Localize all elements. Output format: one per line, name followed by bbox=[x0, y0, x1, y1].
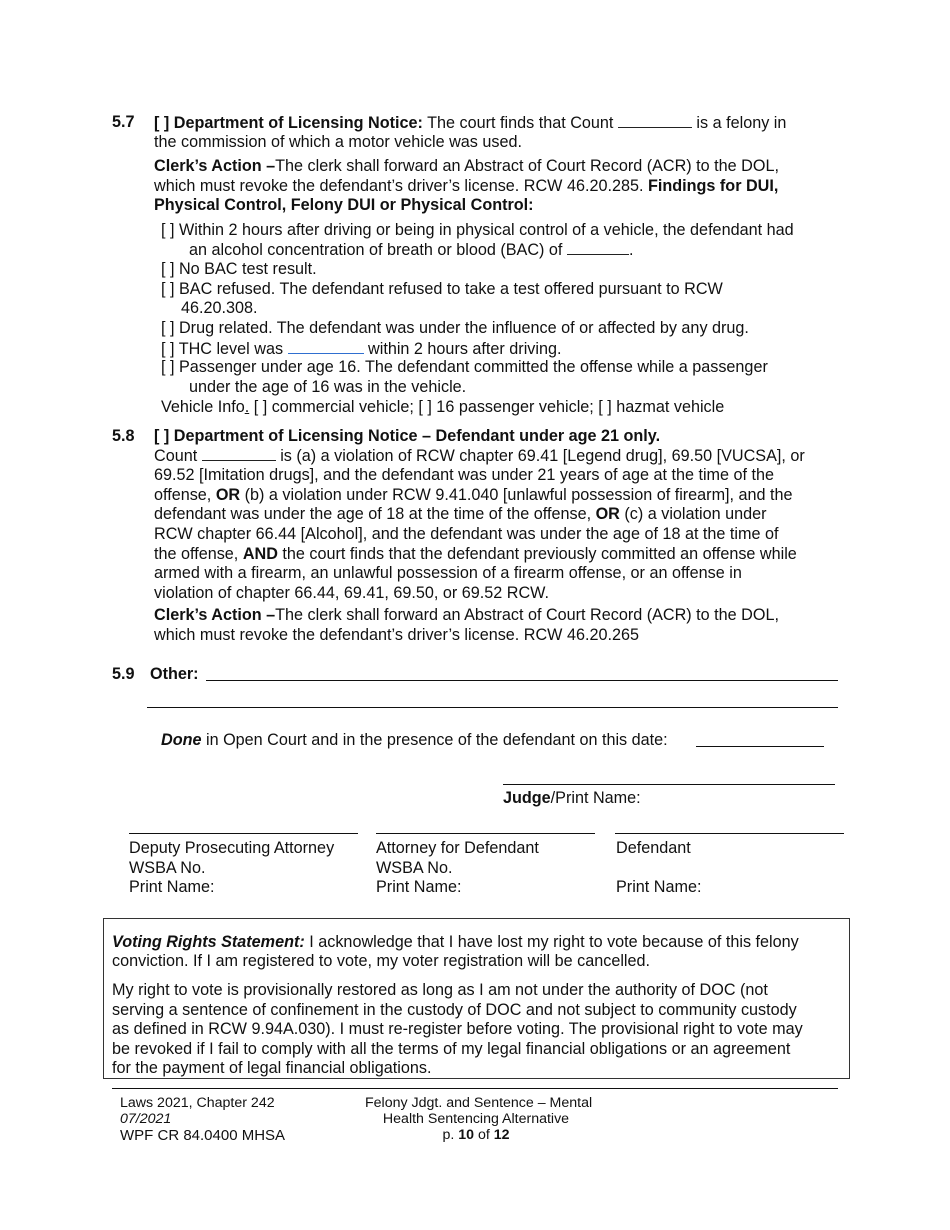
other-input-line[interactable] bbox=[206, 680, 838, 681]
vehicle-info: Vehicle Info. [ ] commercial vehicle; [ ] 16 passenger vehicle; [ ] hazmat vehicle bbox=[161, 398, 725, 416]
option-bac-refused-cont: 46.20.308. bbox=[181, 299, 258, 317]
footer-rule bbox=[112, 1088, 838, 1089]
voting-rights-heading: Voting Rights Statement: bbox=[112, 933, 305, 951]
section-number: 5.8 bbox=[112, 427, 135, 445]
voting-rights-line: Voting Rights Statement: I acknowledge that I have lost my right to vote because of this felony bbox=[112, 933, 799, 951]
prosecutor-signature-line[interactable] bbox=[129, 833, 358, 834]
clerk-action-line: Clerk’s Action –The clerk shall forward an Abstract of Court Record (ACR) to the DOL, bbox=[154, 157, 779, 175]
text-line: the offense, AND the court finds that the defendant previously committed an offense while bbox=[154, 545, 797, 563]
option-bac-refused[interactable]: [ ] BAC refused. The defendant refused to take a test offered pursuant to RCW bbox=[161, 280, 723, 298]
text-line: armed with a firearm, an unlawful possession of a firearm offense, or an offense in bbox=[154, 564, 742, 582]
defense-attorney-signature-line[interactable] bbox=[376, 833, 595, 834]
option-passenger-cont: under the age of 16 was in the vehicle. bbox=[189, 378, 467, 396]
voting-rights-line: serving a sentence of confinement in the custody of DOC and not subject to community custody bbox=[112, 1001, 797, 1019]
defense-attorney-title: Attorney for Defendant bbox=[376, 839, 539, 857]
footer-title-1: Felony Jdgt. and Sentence – Mental bbox=[365, 1095, 593, 1111]
date-line[interactable] bbox=[696, 746, 824, 747]
defendant-title: Defendant bbox=[616, 839, 691, 857]
voting-rights-line: as defined in RCW 9.94A.030). I must re-register before voting. The provisional right to vote may bbox=[112, 1020, 803, 1038]
checkbox[interactable]: [ ] bbox=[154, 427, 170, 445]
defense-attorney-wsba: WSBA No. bbox=[376, 859, 453, 877]
text-line: 69.52 [Imitation drugs], and the defendant was under 21 years of age at the time of the bbox=[154, 466, 775, 484]
footer-date: 07/2021 bbox=[120, 1111, 172, 1127]
prosecutor-wsba: WSBA No. bbox=[129, 859, 206, 877]
voting-rights-line: be revoked if I fail to comply with all the terms of my legal financial obligations or an agreement bbox=[112, 1040, 791, 1058]
clerk-action-line: Clerk’s Action –The clerk shall forward an Abstract of Court Record (ACR) to the DOL, bbox=[154, 606, 779, 624]
footer-law: Laws 2021, Chapter 242 bbox=[120, 1095, 275, 1111]
section-heading-line bbox=[154, 427, 660, 447]
count-blank[interactable] bbox=[202, 446, 276, 461]
option-thc[interactable]: [ ] THC level was within 2 hours after driving. bbox=[161, 340, 562, 358]
defendant-signature-line[interactable] bbox=[615, 833, 844, 834]
section-heading-line: [ ] Department of Licensing Notice: The court finds that Count is a felony in bbox=[154, 114, 787, 132]
judge-signature-line[interactable] bbox=[503, 784, 835, 785]
text-line: offense, OR (b) a violation under RCW 9.41.040 [unlawful possession of firearm], and the bbox=[154, 486, 793, 504]
text-line: violation of chapter 66.44, 69.41, 69.50, or 69.52 RCW. bbox=[154, 584, 550, 602]
option-drug[interactable]: [ ] Drug related. The defendant was under the influence of or affected by any drug. bbox=[161, 319, 749, 337]
text-line: defendant was under the age of 18 at the time of the offense, OR (c) a violation under bbox=[154, 505, 767, 523]
clerk-action-label: Clerk’s Action – bbox=[154, 606, 276, 624]
section-number: 5.9 bbox=[112, 665, 135, 683]
other-input-line-2[interactable] bbox=[147, 707, 838, 708]
heading: Department of Licensing Notice: bbox=[173, 114, 423, 132]
heading: Department of Licensing Notice – Defendant under age 21 only. bbox=[173, 427, 661, 445]
footer-form-number: WPF CR 84.0400 MHSA bbox=[120, 1127, 286, 1144]
defendant-print-name: Print Name: bbox=[616, 878, 702, 896]
page-number: p. 10 of 12 bbox=[442, 1127, 510, 1143]
option-passenger[interactable]: [ ] Passenger under age 16. The defendant committed the offense while a passenger bbox=[161, 358, 768, 376]
text-line: which must revoke the defendant’s driver’s license. RCW 46.20.285. Findings for DUI, bbox=[154, 177, 779, 195]
option-bac-cont: an alcohol concentration of breath or blood (BAC) of . bbox=[189, 241, 634, 259]
bac-blank[interactable] bbox=[567, 240, 629, 255]
option-no-bac[interactable]: [ ] No BAC test result. bbox=[161, 260, 317, 278]
judge-label: Judge/Print Name: bbox=[503, 789, 641, 807]
clerk-action-label: Clerk’s Action – bbox=[154, 157, 276, 175]
voting-rights-line: for the payment of legal financial obligations. bbox=[112, 1059, 432, 1077]
done-line: Done in Open Court and in the presence of the defendant on this date: bbox=[161, 731, 668, 749]
text-line: RCW chapter 66.44 [Alcohol], and the defendant was under the age of 18 at the time of bbox=[154, 525, 779, 543]
footer-title-2: Health Sentencing Alternative bbox=[382, 1111, 570, 1127]
section-number: 5.7 bbox=[112, 113, 135, 131]
option-bac[interactable]: [ ] Within 2 hours after driving or being in physical control of a vehicle, the defendant had bbox=[161, 221, 794, 239]
prosecutor-print-name: Print Name: bbox=[129, 878, 215, 896]
findings-heading: Physical Control, Felony DUI or Physical Control: bbox=[154, 196, 534, 214]
checkbox[interactable]: [ ] bbox=[154, 114, 170, 132]
text-line: which must revoke the defendant’s driver’s license. RCW 46.20.265 bbox=[154, 626, 639, 644]
text-line: the commission of which a motor vehicle was used. bbox=[154, 133, 522, 151]
voting-rights-line: conviction. If I am registered to vote, my voter registration will be cancelled. bbox=[112, 952, 651, 970]
voting-rights-line: My right to vote is provisionally restored as long as I am not under the authority of DOC (not bbox=[112, 981, 768, 999]
prosecutor-title: Deputy Prosecuting Attorney bbox=[129, 839, 335, 857]
other-label: Other: bbox=[150, 665, 199, 683]
thc-blank[interactable] bbox=[288, 339, 364, 354]
defense-attorney-print-name: Print Name: bbox=[376, 878, 462, 896]
text-line: Count is (a) a violation of RCW chapter 69.41 [Legend drug], 69.50 [VUCSA], or bbox=[154, 447, 805, 465]
count-blank[interactable] bbox=[618, 113, 692, 128]
